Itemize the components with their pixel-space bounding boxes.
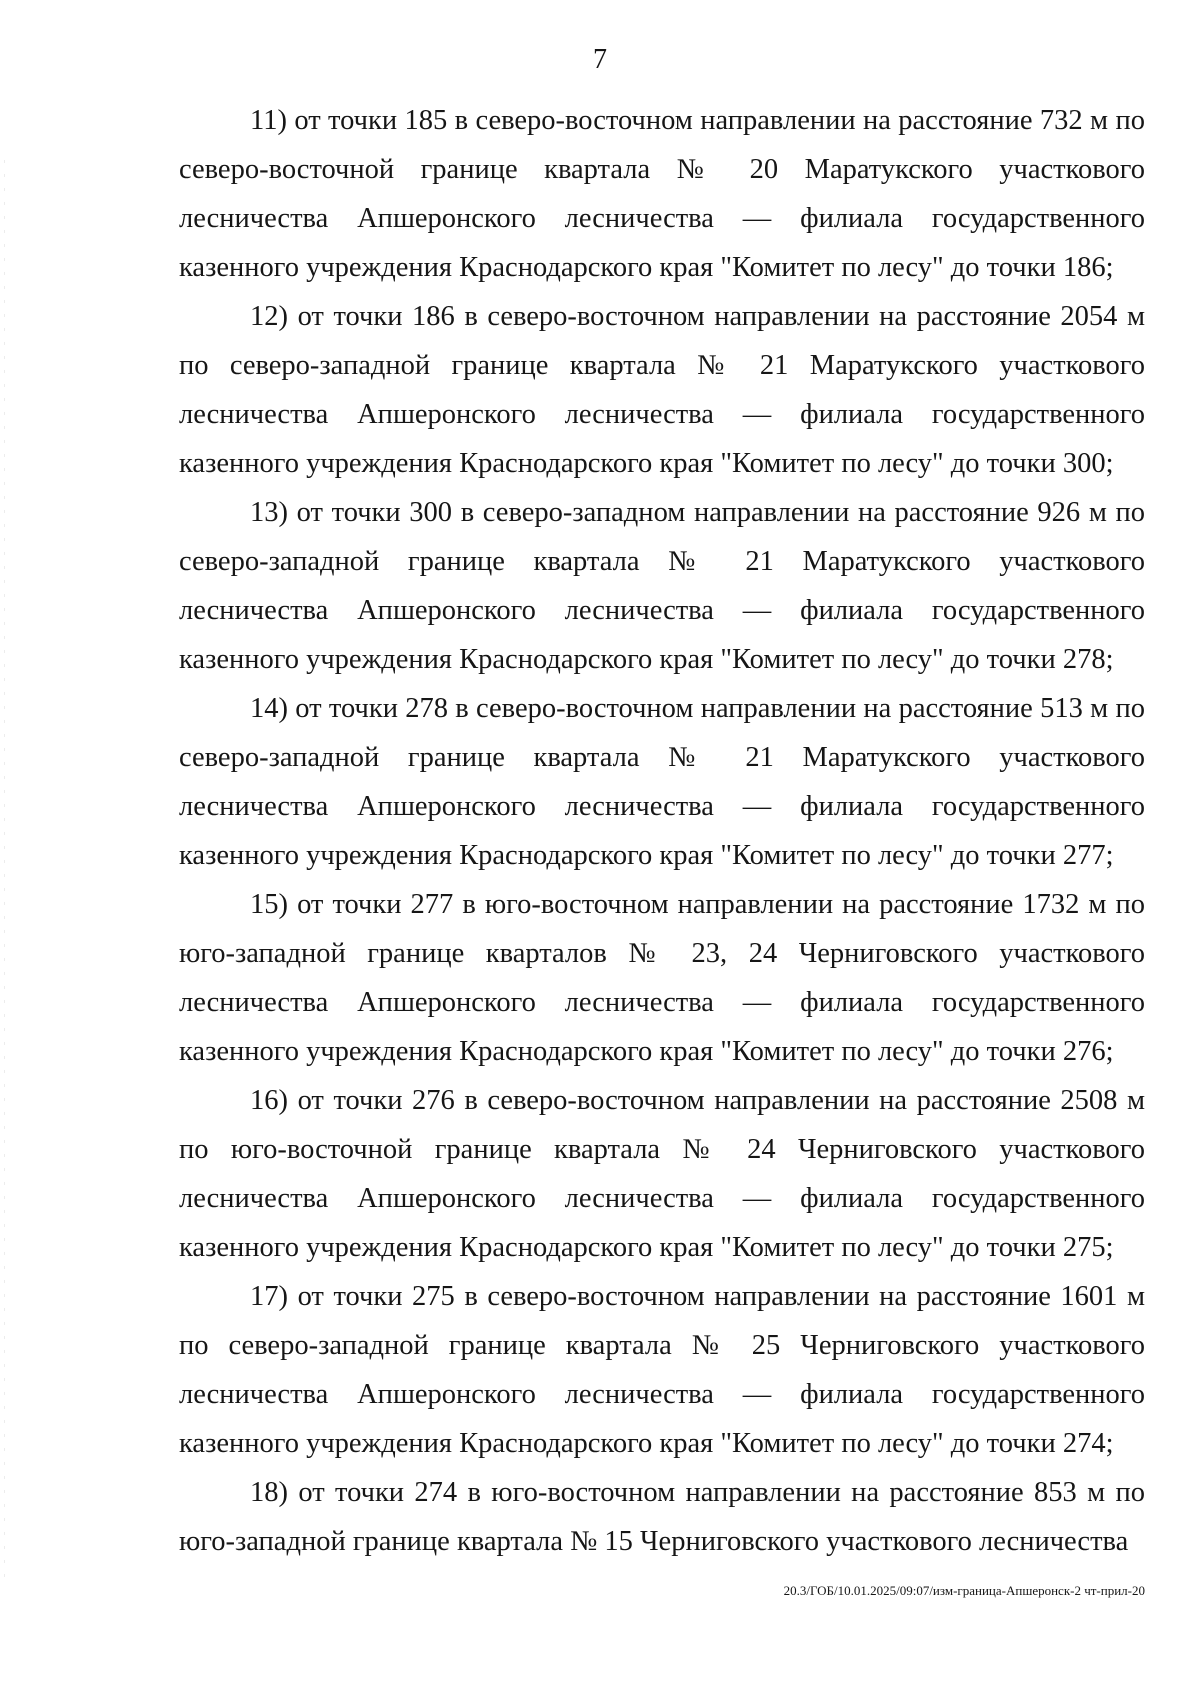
list-item — [179, 488, 1145, 684]
item-text: от точки 278 в северо-восточном направлении на расстояние 513 м по северо-западной границе квартала № 21 Маратукского участкового лесничества Апшеронского лесничества — филиала государственного казенного учреждения Краснодарского края "Комитет по лесу" до точки 277; — [179, 693, 1145, 871]
item-text: от точки 275 в северо-восточном направлении на расстояние 1601 м по северо-западной границе квартала № 25 Черниговского участкового лесничества Апшеронского лесничества — филиала государственного казенного учреждения Краснодарского края "Комитет по лесу" до точки 274; — [179, 1281, 1146, 1459]
item-number: 13) — [250, 497, 288, 528]
item-text: от точки 300 в северо-западном направлении на расстояние 926 м по северо-западной границе квартала № 21 Маратукского участкового лесничества Апшеронского лесничества — филиала государственного казенного учреждения Краснодарского края "Комитет по лесу" до точки 278; — [179, 497, 1146, 675]
list-item — [179, 1272, 1145, 1468]
item-number: 17) — [250, 1281, 288, 1312]
item-text: от точки 185 в северо-восточном направлении на расстояние 732 м по северо-восточной границе квартала № 20 Маратукского участкового лесничества Апшеронского лесничества — филиала государственного казенного учреждения Краснодарского края "Комитет по лесу" до точки 186; — [179, 105, 1145, 283]
item-text: от точки 277 в юго-восточном направлении на расстояние 1732 м по юго-западной границе кварталов № 23, 24 Черниговского участкового лесничества Апшеронского лесничества — филиала государственного казенного учреждения Краснодарского края "Комитет по лесу" до точки 276; — [179, 889, 1146, 1067]
boundary-description-list — [179, 96, 1145, 1566]
item-number: 14) — [250, 693, 288, 724]
list-item — [179, 1076, 1145, 1272]
list-item — [179, 96, 1145, 292]
document-footer-code: 20.3/ГОБ/10.01.2025/09:07/изм-граница-Апшеронск-2 чт-прил-20 — [783, 1583, 1145, 1598]
item-text: от точки 186 в северо-восточном направлении на расстояние 2054 м по северо-западной границе квартала № 21 Маратукского участкового лесничества Апшеронского лесничества — филиала государственного казенного учреждения Краснодарского края "Комитет по лесу" до точки 300; — [179, 301, 1146, 479]
item-number: 16) — [250, 1085, 288, 1116]
page-number: 7 — [593, 44, 607, 75]
item-number: 11) — [250, 105, 287, 136]
list-item — [179, 292, 1145, 488]
item-number: 18) — [250, 1477, 288, 1508]
item-number: 12) — [250, 301, 288, 332]
item-text: от точки 274 в юго-восточном направлении на расстояние 853 м по юго-западной границе квартала № 15 Черниговского участкового лесничества — [179, 1477, 1146, 1557]
item-text: от точки 276 в северо-восточном направлении на расстояние 2508 м по юго-восточной границе квартала № 24 Черниговского участкового лесничества Апшеронского лесничества — филиала государственного казенного учреждения Краснодарского края "Комитет по лесу" до точки 275; — [179, 1085, 1146, 1263]
item-number: 15) — [250, 889, 288, 920]
scan-edge-artifact — [4, 160, 5, 1580]
list-item — [179, 1468, 1145, 1566]
list-item — [179, 880, 1145, 1076]
list-item — [179, 684, 1145, 880]
